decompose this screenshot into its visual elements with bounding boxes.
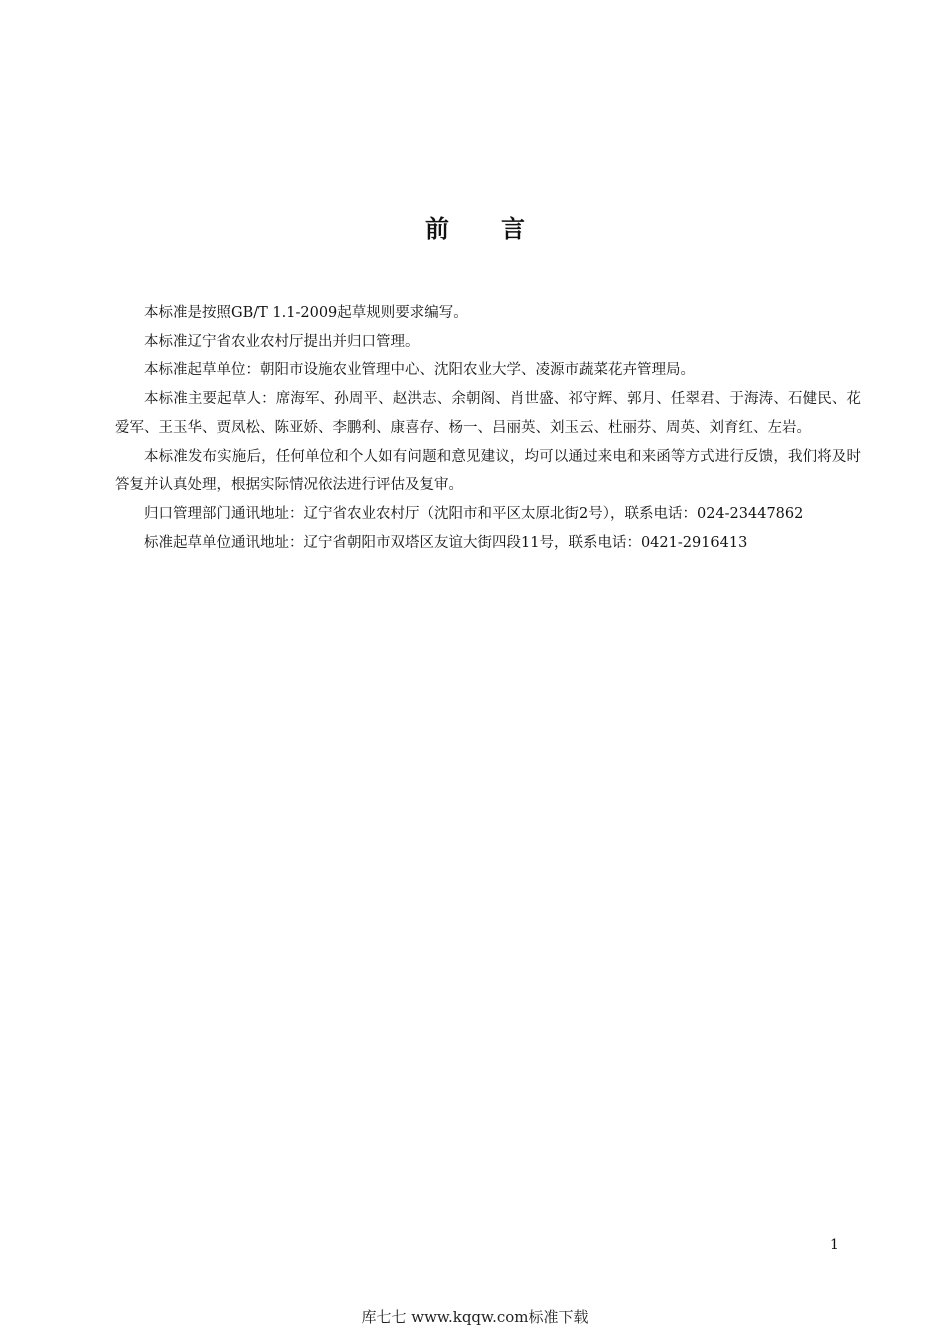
foreword-content	[115, 299, 861, 557]
paragraph-drafting-units: 本标准起草单位：朝阳市设施农业管理中心、沈阳农业大学、凌源市蔬菜花卉管理局。	[144, 362, 695, 379]
paragraph-drafters: 本标准主要起草人：席海军、孙周平、赵洪志、余朝阁、肖世盛、祁守辉、郭月、任翠君、于海涛、石健民、花爱军、王玉华、贾凤松、陈亚娇、李鹏利、康喜存、杨一、吕丽英、刘玉云、杜丽芬、周英、刘育红、左岩。	[115, 391, 861, 436]
footer-watermark: 库七七 www.kqqw.com标准下载	[361, 1308, 589, 1326]
paragraph-drafting-rules: 本标准是按照GB/T 1.1-2009起草规则要求编写。	[144, 305, 468, 321]
paragraph-feedback: 本标准发布实施后，任何单位和个人如有问题和意见建议，均可以通过来电和来函等方式进行反馈，我们将及时答复并认真处理，根据实际情况依法进行评估及复审。	[115, 448, 861, 494]
page-number: 1	[830, 1237, 839, 1253]
paragraph-management-address: 归口管理部门通讯地址：辽宁省农业农村厅（沈阳市和平区太原北街2号），联系电话：024-23447862	[144, 505, 804, 522]
page-title: 前言	[425, 215, 577, 243]
paragraph-proposer: 本标准辽宁省农业农村厅提出并归口管理。	[144, 333, 420, 350]
paragraph-drafting-unit-address: 标准起草单位通讯地址：辽宁省朝阳市双塔区友谊大街四段11号，联系电话：0421-2916413	[144, 534, 748, 551]
